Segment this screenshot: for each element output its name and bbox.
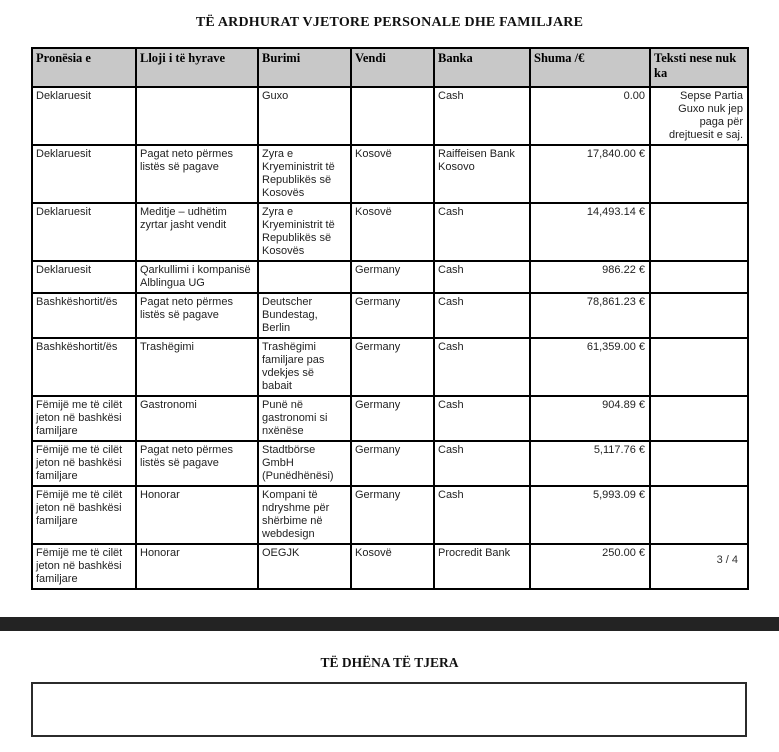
cell-vendi: Kosovë [351,145,434,203]
cell-shuma: 5,993.09 € [530,486,650,544]
header-banka: Banka [434,48,530,87]
cell-vendi: Germany [351,261,434,293]
section-divider-bar [0,617,779,631]
cell-teksti [650,396,748,441]
cell-shuma: 5,117.76 € [530,441,650,486]
header-vendi: Vendi [351,48,434,87]
cell-lloji: Pagat neto përmes listës së pagave [136,145,258,203]
cell-burimi: Deutscher Bundestag, Berlin [258,293,351,338]
cell-lloji: Pagat neto përmes listës së pagave [136,293,258,338]
cell-teksti: Sepse Partia Guxo nuk jep paga për drejtuesit e saj. [650,87,748,145]
cell-lloji: Meditje – udhëtim zyrtar jasht vendit [136,203,258,261]
cell-banka: Procredit Bank [434,544,530,589]
cell-burimi: Stadtbörse GmbH (Punëdhënësi) [258,441,351,486]
cell-burimi [258,261,351,293]
header-shuma: Shuma /€ [530,48,650,87]
cell-shuma: 61,359.00 € [530,338,650,396]
cell-teksti [650,544,748,589]
table-row [32,396,748,441]
cell-burimi: Guxo [258,87,351,145]
cell-shuma: 78,861.23 € [530,293,650,338]
section-title: TË DHËNA TË TJERA [320,655,459,670]
table-row [32,338,748,396]
cell-vendi: Kosovë [351,203,434,261]
cell-vendi [351,87,434,145]
cell-pronesia: Bashkëshortit/ës [32,293,136,338]
cell-burimi: Trashëgimi familjare pas vdekjes së babait [258,338,351,396]
cell-banka: Cash [434,87,530,145]
cell-teksti [650,486,748,544]
header-teksti: Teksti nese nuk ka [650,48,748,87]
header-burimi: Burimi [258,48,351,87]
cell-banka: Cash [434,203,530,261]
income-table [31,47,749,590]
table-row [32,486,748,544]
cell-lloji: Honorar [136,486,258,544]
table-row [32,87,748,145]
cell-lloji: Gastronomi [136,396,258,441]
cell-pronesia: Fëmijë me të cilët jeton në bashkësi familjare [32,441,136,486]
cell-shuma: 14,493.14 € [530,203,650,261]
table-row [32,145,748,203]
cell-burimi: Kompani të ndryshme për shërbime në webdesign [258,486,351,544]
header-pronesia: Pronësia e [32,48,136,87]
cell-vendi: Germany [351,293,434,338]
cell-vendi: Germany [351,396,434,441]
cell-banka: Cash [434,338,530,396]
cell-vendi: Germany [351,486,434,544]
cell-teksti [650,338,748,396]
cell-banka: Cash [434,261,530,293]
cell-teksti [650,203,748,261]
cell-lloji [136,87,258,145]
table-row [32,544,748,589]
cell-lloji: Qarkullimi i kompanisë Alblingua UG [136,261,258,293]
cell-pronesia: Deklaruesit [32,87,136,145]
cell-teksti [650,441,748,486]
cell-pronesia: Deklaruesit [32,145,136,203]
cell-shuma: 0.00 [530,87,650,145]
table-row [32,293,748,338]
page-title: TË ARDHURAT VJETORE PERSONALE DHE FAMILJARE [195,15,584,30]
cell-banka: Cash [434,293,530,338]
cell-pronesia: Deklaruesit [32,261,136,293]
cell-shuma: 17,840.00 € [530,145,650,203]
cell-shuma: 250.00 € [530,544,650,589]
cell-teksti [650,145,748,203]
cell-teksti [650,261,748,293]
cell-banka: Cash [434,441,530,486]
cell-burimi: OEGJK [258,544,351,589]
cell-vendi: Germany [351,441,434,486]
cell-pronesia: Fëmijë me të cilët jeton në bashkësi familjare [32,544,136,589]
cell-banka: Cash [434,396,530,441]
cell-banka: Raiffeisen Bank Kosovo [434,145,530,203]
table-row [32,441,748,486]
cell-burimi: Zyra e Kryeministrit të Republikës së Kosovës [258,203,351,261]
cell-burimi: Zyra e Kryeministrit të Republikës së Kosovës [258,145,351,203]
cell-pronesia: Fëmijë me të cilët jeton në bashkësi familjare [32,396,136,441]
table-header-row [32,48,748,87]
other-data-box [31,682,747,737]
cell-shuma: 904.89 € [530,396,650,441]
header-lloji: Lloji i të hyrave [136,48,258,87]
table-row [32,203,748,261]
cell-pronesia: Fëmijë me të cilët jeton në bashkësi familjare [32,486,136,544]
cell-lloji: Pagat neto përmes listës së pagave [136,441,258,486]
cell-lloji: Honorar [136,544,258,589]
cell-pronesia: Deklaruesit [32,203,136,261]
cell-shuma: 986.22 € [530,261,650,293]
cell-vendi: Kosovë [351,544,434,589]
cell-teksti [650,293,748,338]
cell-banka: Cash [434,486,530,544]
cell-vendi: Germany [351,338,434,396]
page-number: 3 / 4 [716,554,738,566]
cell-lloji: Trashëgimi [136,338,258,396]
table-row [32,261,748,293]
cell-burimi: Punë në gastronomi si nxënëse [258,396,351,441]
cell-pronesia: Bashkëshortit/ës [32,338,136,396]
